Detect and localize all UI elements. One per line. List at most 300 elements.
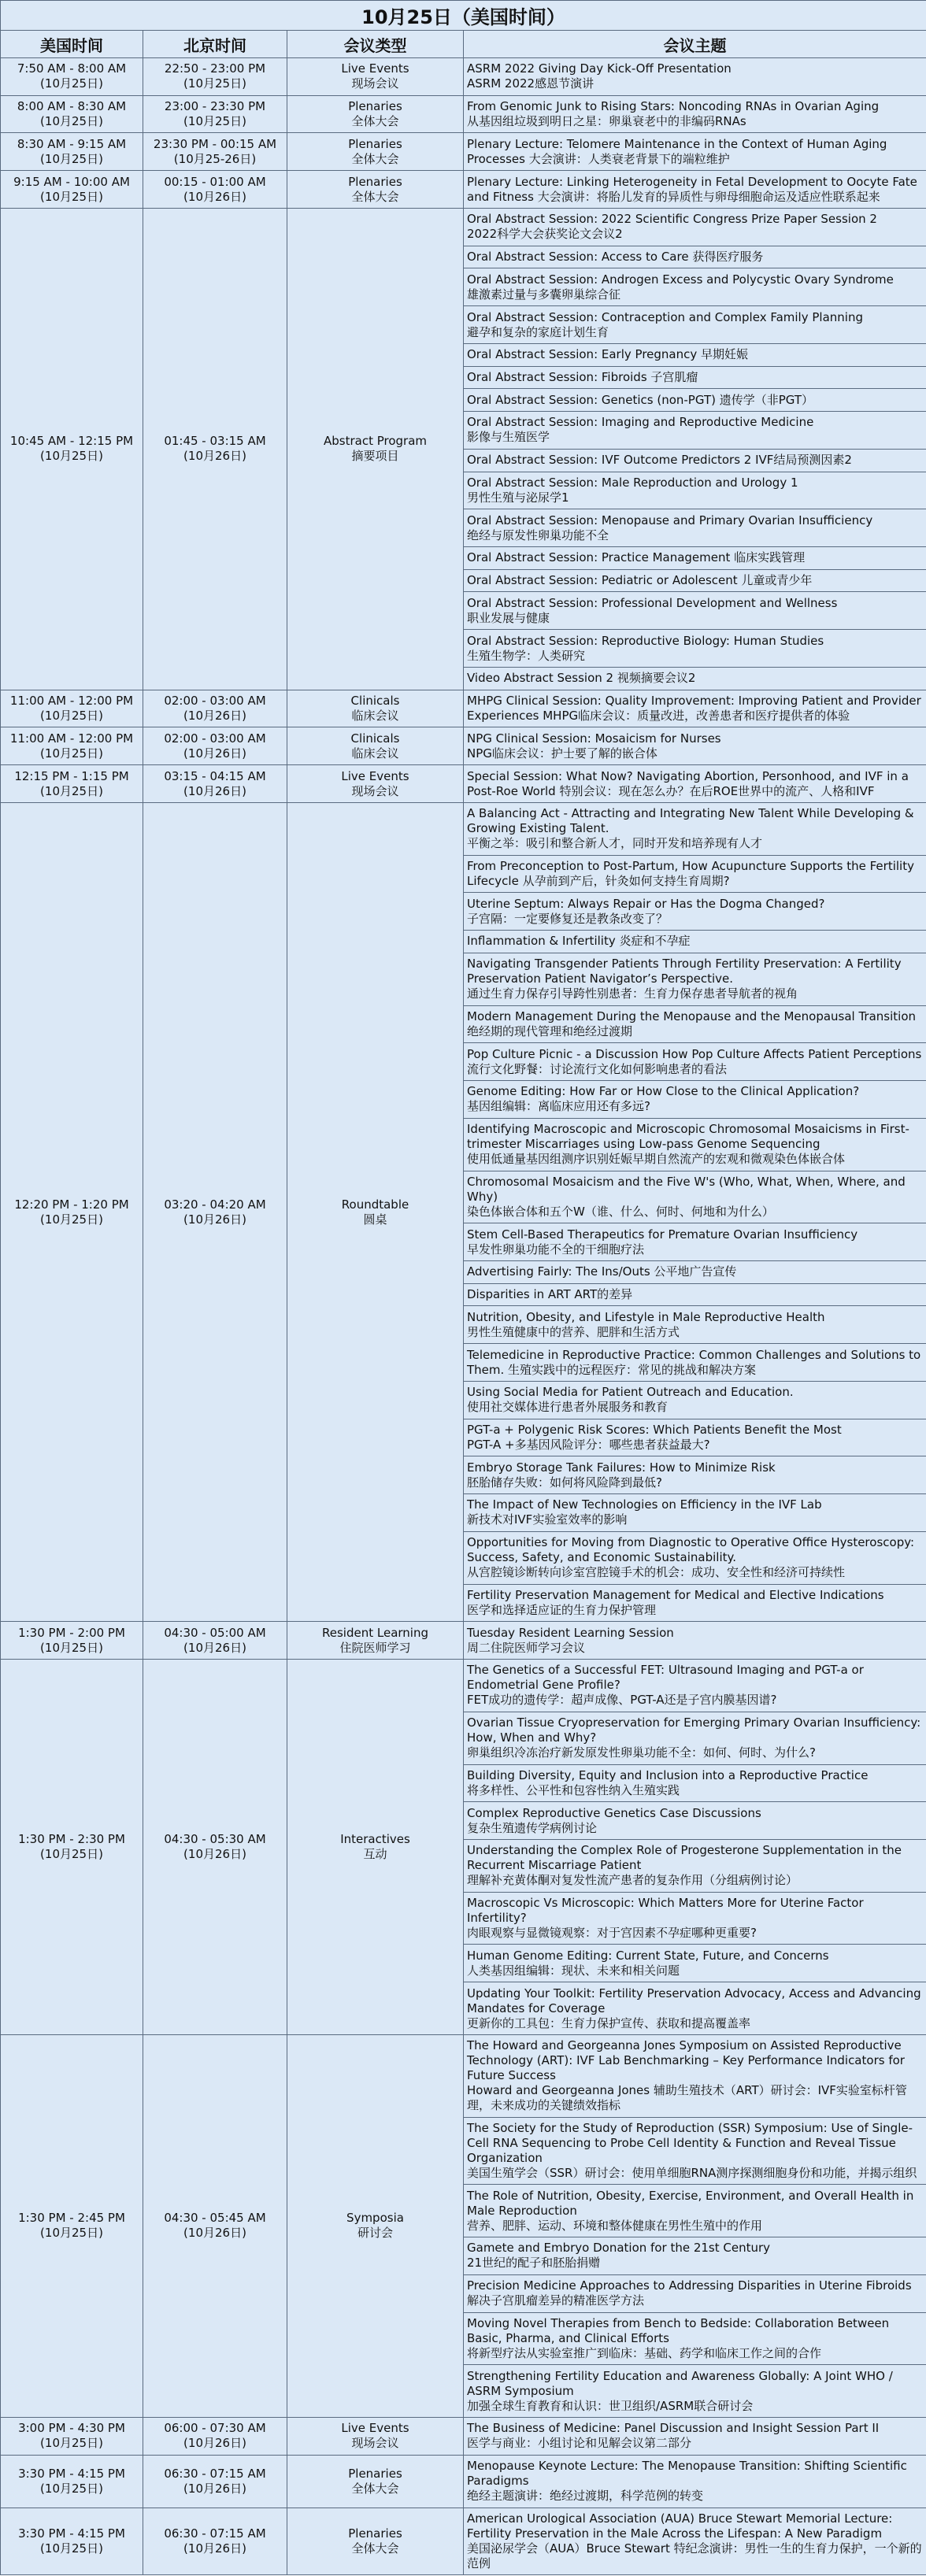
- schedule-row: [1, 2508, 926, 2575]
- session-topic-cell: [464, 1043, 926, 1081]
- us-time-line: (10月25日): [40, 746, 103, 761]
- session-topic-cell: [464, 343, 926, 366]
- topic-line: 影像与生殖医学: [467, 430, 550, 445]
- us-time-line: 8:00 AM - 8:30 AM: [17, 99, 127, 114]
- session-type-cell: [287, 95, 464, 133]
- topic-line: From Genomic Junk to Rising Stars: Noncoding RNAs in Ovarian Aging: [467, 99, 880, 114]
- topic-line: Oral Abstract Session: Male Reproduction and Urology 1: [467, 475, 798, 490]
- topic-line: 医学与商业：小组讨论和见解会议第二部分: [467, 2436, 692, 2451]
- us-time-line: (10月25日): [40, 189, 103, 204]
- beijing-time-line: (10月26日): [183, 1846, 246, 1861]
- us-time-line: (10月25日): [40, 1846, 103, 1861]
- topic-line: Nutrition, Obesity, and Lifestyle in Male Reproductive Health: [467, 1309, 825, 1324]
- topic-line: Special Session: What Now? Navigating Abortion, Personhood, and IVF in a Post-Roe World 特别会议：现在怎么办？在后ROE世界中的流产、人格和IVF: [467, 768, 909, 798]
- topic-line: The Business of Medicine: Panel Discussion and Insight Session Part II: [467, 2421, 880, 2436]
- session-topic-cell: [464, 1456, 926, 1494]
- topic-line: Howard and Georgeanna Jones 辅助生殖技术（ART）研讨会：IVF实验室标杆管理，未来成功的关键绩效指标: [467, 2083, 907, 2113]
- topic-line: Stem Cell-Based Therapeutics for Premature Ovarian Insufficiency: [467, 1227, 858, 1242]
- session-topic-cell: [464, 449, 926, 472]
- topic-line: 雄激素过量与多囊卵巢综合征: [467, 287, 621, 302]
- topic-line: 从宫腔镜诊断转向诊室宫腔镜手术的机会：成功、安全性和经济可持续性: [467, 1565, 846, 1580]
- session-topic-cell: [464, 412, 926, 450]
- topic-line: 人类基因组编辑：现状、未来和相关问题: [467, 1963, 680, 1978]
- session-topic-cell: [464, 1892, 926, 1945]
- beijing-time-line: 23:00 - 23:30 PM: [164, 99, 266, 114]
- schedule-row: [1, 727, 926, 765]
- topic-line: Oral Abstract Session: Reproductive Biology: Human Studies: [467, 633, 824, 648]
- beijing-time-cell: [143, 765, 287, 803]
- session-topic-cell: [464, 1381, 926, 1419]
- session-topic-cell: [464, 630, 926, 668]
- beijing-time-line: 02:00 - 03:00 AM: [164, 731, 266, 746]
- us-time-line: 9:15 AM - 10:00 AM: [13, 174, 130, 189]
- session-topic-cell: [464, 893, 926, 931]
- session-topic-cell: [464, 2034, 926, 2117]
- session-type-cell: [287, 133, 464, 171]
- session-topic-cell: [464, 547, 926, 570]
- session-topic-cell: [464, 690, 926, 727]
- us-time-line: 7:50 AM - 8:00 AM: [17, 61, 127, 76]
- topic-line: The Howard and Georgeanna Jones Symposium on Assisted Reproductive Technology (ART): IVF Lab Benchmarking – Key Performance Indicators for Future Success: [467, 2038, 905, 2083]
- session-topic-cell: [464, 1712, 926, 1764]
- session-topic-cell: [464, 1839, 926, 1892]
- beijing-time-line: 00:15 - 01:00 AM: [164, 174, 266, 189]
- schedule-row: [1, 1660, 926, 1712]
- session-type-line: 摘要项目: [351, 449, 399, 464]
- topic-line: 男性生殖与泌尿学1: [467, 490, 569, 505]
- beijing-time-cell: [143, 690, 287, 727]
- beijing-time-line: 04:30 - 05:30 AM: [164, 1831, 266, 1846]
- session-topic-cell: [464, 2508, 926, 2575]
- topic-line: Telemedicine in Reproductive Practice: Common Challenges and Solutions to Them. 生殖实践中的远程医疗：常见的挑战和解决方案: [467, 1347, 921, 1377]
- topic-line: The Genetics of a Successful FET: Ultrasound Imaging and PGT-a or Endometrial Gene Profile?: [467, 1663, 864, 1693]
- topic-line: Disparities in ART ART的差异: [467, 1287, 633, 1302]
- us-time-line: 11:00 AM - 12:00 PM: [9, 731, 134, 746]
- topic-line: 美国泌尿学会（AUA）Bruce Stewart 特纪念演讲：男性一生的生育力保护，一个新的范例: [467, 2541, 922, 2570]
- session-topic-cell: [464, 268, 926, 306]
- beijing-time-cell: [143, 2455, 287, 2508]
- us-time-line: 10:45 AM - 12:15 PM: [9, 434, 134, 449]
- topic-line: Human Genome Editing: Current State, Future, and Concerns: [467, 1948, 829, 1963]
- session-topic-cell: [464, 1982, 926, 2035]
- topic-line: Oral Abstract Session: Imaging and Reproductive Medicine: [467, 415, 814, 430]
- header-session-type: 会议类型: [287, 31, 464, 58]
- topic-line: 男性生殖健康中的营养、肥胖和生活方式: [467, 1324, 680, 1339]
- session-topic-cell: [464, 1494, 926, 1532]
- topic-line: 流行文化野餐：讨论流行文化如何影响患者的看法: [467, 1061, 728, 1076]
- beijing-time-cell: [143, 2034, 287, 2417]
- beijing-time-line: (10月26日): [183, 2481, 246, 2496]
- beijing-time-cell: [143, 133, 287, 171]
- topic-line: 21世纪的配子和胚胎捐赠: [467, 2256, 601, 2271]
- topic-line: 胚胎储存失败：如何将风险降到最低?: [467, 1475, 662, 1490]
- session-type-line: 全体大会: [351, 151, 399, 166]
- session-topic-cell: [464, 1283, 926, 1306]
- session-type-line: Clinicals: [350, 694, 400, 709]
- beijing-time-line: 03:15 - 04:15 AM: [164, 768, 266, 783]
- topic-line: Moving Novel Therapies from Bench to Bedside: Collaboration Between Basic, Pharma, and Clinical Efforts: [467, 2315, 890, 2345]
- beijing-time-line: (10月26日): [183, 783, 246, 798]
- beijing-time-line: (10月26日): [183, 189, 246, 204]
- topic-line: Oral Abstract Session: Access to Care 获得医疗服务: [467, 250, 764, 265]
- session-topic-cell: [464, 1660, 926, 1712]
- topic-line: Updating Your Toolkit: Fertility Preservation Advocacy, Access and Advancing Mandates for Coverage: [467, 1986, 921, 2015]
- session-topic-cell: [464, 509, 926, 547]
- session-topic-cell: [464, 592, 926, 630]
- session-type-line: Interactives: [340, 1831, 410, 1846]
- beijing-time-line: 22:50 - 23:00 PM: [164, 61, 266, 76]
- topic-line: NPG Clinical Session: Mosaicism for Nurses: [467, 731, 721, 746]
- session-topic-cell: [464, 727, 926, 765]
- session-type-cell: [287, 765, 464, 803]
- schedule-row: [1, 95, 926, 133]
- topic-line: Uterine Septum: Always Repair or Has the Dogma Changed?: [467, 896, 825, 911]
- topic-line: Navigating Transgender Patients Through Fertility Preservation: A Fertility Preservation Patient Navigator’s Perspective.: [467, 957, 902, 986]
- session-topic-cell: [464, 1260, 926, 1283]
- us-time-line: 3:00 PM - 4:30 PM: [18, 2421, 125, 2436]
- topic-line: 从基因组垃圾到明日之星：卵巢衰老中的非编码RNAs: [467, 114, 746, 129]
- beijing-time-line: (10月26日): [183, 2226, 246, 2241]
- session-topic-cell: [464, 1306, 926, 1344]
- topic-line: 早发性卵巢功能不全的干细胞疗法: [467, 1242, 645, 1257]
- topic-line: FET成功的遗传学：超声成像、PGT-A还是子宫内膜基因谱?: [467, 1693, 777, 1708]
- session-topic-cell: [464, 765, 926, 803]
- topic-line: 2022科学大会获奖论文会议2: [467, 227, 623, 242]
- schedule-row: [1, 1622, 926, 1660]
- topic-line: From Preconception to Post-Partum, How Acupuncture Supports the Fertility Lifecycle 从孕前到产后，针灸如何支持生育周期?: [467, 858, 914, 888]
- topic-line: PGT-a + Polygenic Risk Scores: Which Patients Benefit the Most: [467, 1423, 842, 1437]
- session-type-cell: [287, 727, 464, 765]
- topic-line: 肉眼观察与显微镜观察：对于宫因素不孕症哪种更重要?: [467, 1926, 757, 1941]
- title-row: [1, 1, 926, 31]
- topic-line: Identifying Macroscopic and Microscopic Chromosomal Mosaicisms in First-trimester Miscarriages using Low-pass Genome Sequencing: [467, 1122, 909, 1152]
- session-type-line: 临床会议: [351, 709, 399, 724]
- session-topic-cell: [464, 2418, 926, 2456]
- session-type-line: 研讨会: [357, 2226, 393, 2241]
- topic-line: Oral Abstract Session: Professional Development and Wellness: [467, 595, 838, 610]
- topic-line: 复杂生殖遗传学病例讨论: [467, 1820, 598, 1835]
- us-time-line: 1:30 PM - 2:00 PM: [18, 1625, 125, 1640]
- session-topic-cell: [464, 931, 926, 953]
- session-type-line: 互动: [363, 1846, 387, 1861]
- topic-line: Genome Editing: How Far or How Close to the Clinical Application?: [467, 1084, 860, 1099]
- header-us-time: 美国时间: [1, 31, 143, 58]
- schedule-row: [1, 802, 926, 855]
- session-type-line: Plenaries: [348, 174, 402, 189]
- session-topic-cell: [464, 1005, 926, 1043]
- topic-line: Ovarian Tissue Cryopreservation for Emerging Primary Ovarian Insufficiency: How, When and Why?: [467, 1715, 921, 1745]
- session-topic-cell: [464, 1223, 926, 1261]
- beijing-time-cell: [143, 171, 287, 209]
- session-topic-cell: [464, 306, 926, 344]
- us-time-cell: [1, 2034, 143, 2417]
- session-topic-cell: [464, 2455, 926, 2508]
- us-time-line: (10月25日): [40, 76, 103, 91]
- header-beijing-time: 北京时间: [143, 31, 287, 58]
- us-time-cell: [1, 1622, 143, 1660]
- topic-line: Plenary Lecture: Linking Heterogeneity in Fetal Development to Oocyte Fate and Fitness 大会演讲：将胎儿发育的异质性与卵母细胞命运及适应性联系起来: [467, 174, 917, 204]
- beijing-time-line: 01:45 - 03:15 AM: [164, 434, 266, 449]
- topic-line: The Society for the Study of Reproduction (SSR) Symposium: Use of Single-Cell RNA Sequencing to Probe Cell Identity & Function and Reveal Tissue Organization: [467, 2121, 913, 2166]
- topic-line: Inflammation & Infertility 炎症和不孕症: [467, 934, 691, 949]
- session-type-line: 全体大会: [351, 2541, 399, 2556]
- topic-line: 营养、肥胖、运动、环境和整体健康在男性生殖中的作用: [467, 2218, 763, 2233]
- beijing-time-cell: [143, 802, 287, 1621]
- beijing-time-line: (10月25-26日): [173, 151, 257, 166]
- topic-line: 生殖生物学：人类研究: [467, 648, 586, 663]
- topic-line: 绝经与原发性卵巢功能不全: [467, 527, 609, 542]
- us-time-cell: [1, 133, 143, 171]
- session-type-line: Live Events: [341, 61, 409, 76]
- us-time-cell: [1, 2455, 143, 2508]
- session-topic-cell: [464, 1584, 926, 1622]
- us-time-line: (10月25日): [40, 449, 103, 464]
- topic-line: PGT-A +多基因风险评分：哪些患者获益最大?: [467, 1438, 710, 1452]
- topic-line: Oral Abstract Session: Menopause and Primary Ovarian Insufficiency: [467, 513, 873, 527]
- us-time-line: 8:30 AM - 9:15 AM: [17, 136, 127, 151]
- header-row: [1, 31, 926, 58]
- session-topic-cell: [464, 1622, 926, 1660]
- topic-line: Chromosomal Mosaicism and the Five W's (Who, What, When, Where, and Why): [467, 1174, 906, 1204]
- session-topic-cell: [464, 2274, 926, 2312]
- us-time-cell: [1, 95, 143, 133]
- session-topic-cell: [464, 472, 926, 509]
- session-topic-cell: [464, 1118, 926, 1171]
- beijing-time-line: 06:30 - 07:15 AM: [164, 2466, 266, 2481]
- topic-line: Macroscopic Vs Microscopic: Which Matters More for Uterine Factor Infertility?: [467, 1896, 864, 1926]
- beijing-time-cell: [143, 2418, 287, 2456]
- page-title: 10月25日（美国时间）: [1, 1, 926, 31]
- session-type-cell: [287, 1660, 464, 2035]
- session-type-line: Plenaries: [348, 136, 402, 151]
- us-time-line: 3:30 PM - 4:15 PM: [18, 2526, 125, 2541]
- session-type-line: Live Events: [341, 2421, 409, 2436]
- schedule-row: [1, 2418, 926, 2456]
- schedule-row: [1, 133, 926, 171]
- session-type-cell: [287, 58, 464, 96]
- session-type-line: 现场会议: [351, 2436, 399, 2451]
- beijing-time-cell: [143, 95, 287, 133]
- us-time-cell: [1, 802, 143, 1621]
- topic-line: 理解补充黄体酮对复发性流产患者的复杂作用（分组病例讨论）: [467, 1873, 798, 1888]
- session-topic-cell: [464, 1802, 926, 1840]
- session-type-line: 临床会议: [351, 746, 399, 761]
- session-type-line: 全体大会: [351, 189, 399, 204]
- us-time-line: 1:30 PM - 2:45 PM: [18, 2211, 125, 2226]
- topic-line: 使用低通量基因组测序识别妊娠早期自然流产的宏观和微观染色体嵌合体: [467, 1152, 846, 1167]
- topic-line: Oral Abstract Session: 2022 Scientific Congress Prize Paper Session 2: [467, 212, 877, 227]
- topic-line: Embryo Storage Tank Failures: How to Minimize Risk: [467, 1460, 776, 1475]
- session-topic-cell: [464, 95, 926, 133]
- topic-line: The Impact of New Technologies on Efficiency in the IVF Lab: [467, 1497, 822, 1512]
- us-time-line: 3:30 PM - 4:15 PM: [18, 2466, 125, 2481]
- session-topic-cell: [464, 208, 926, 246]
- session-type-line: Live Events: [341, 768, 409, 783]
- beijing-time-line: (10月25日): [183, 114, 246, 129]
- session-type-line: Plenaries: [348, 99, 402, 114]
- topic-line: Fertility Preservation Management for Medical and Elective Indications: [467, 1587, 884, 1602]
- session-topic-cell: [464, 855, 926, 893]
- session-topic-cell: [464, 2237, 926, 2275]
- beijing-time-cell: [143, 2508, 287, 2575]
- schedule-row: [1, 765, 926, 803]
- topic-line: 职业发展与健康: [467, 610, 550, 625]
- topic-line: 将新型疗法从实验室推广到临床：基础、药学和临床工作之间的合作: [467, 2345, 822, 2360]
- us-time-line: (10月25日): [40, 2541, 103, 2556]
- session-topic-cell: [464, 171, 926, 209]
- topic-line: 通过生育力保存引导跨性别患者：生育力保存患者导航者的视角: [467, 986, 798, 1001]
- us-time-line: (10月25日): [40, 2436, 103, 2451]
- session-type-cell: [287, 2034, 464, 2417]
- topic-line: Oral Abstract Session: Contraception and Complex Family Planning: [467, 309, 863, 324]
- us-time-cell: [1, 2418, 143, 2456]
- us-time-cell: [1, 2508, 143, 2575]
- topic-line: 美国生殖学会（SSR）研讨会：使用单细胞RNA测序探测细胞身份和功能，并揭示组织: [467, 2166, 917, 2181]
- topic-line: A Balancing Act - Attracting and Integrating New Talent While Developing & Growing Existing Talent.: [467, 806, 914, 836]
- topic-line: 使用社交媒体进行患者外展服务和教育: [467, 1400, 669, 1415]
- session-type-line: Plenaries: [348, 2526, 402, 2541]
- beijing-time-line: (10月26日): [183, 746, 246, 761]
- topic-line: Oral Abstract Session: IVF Outcome Predictors 2 IVF结局预测因素2: [467, 453, 852, 468]
- topic-line: Oral Abstract Session: Fibroids 子宫肌瘤: [467, 369, 698, 384]
- beijing-time-line: (10月26日): [183, 2436, 246, 2451]
- session-type-line: Clinicals: [350, 731, 400, 746]
- topic-line: 医学和选择适应证的生育力保护管理: [467, 1602, 657, 1617]
- beijing-time-line: (10月26日): [183, 709, 246, 724]
- us-time-cell: [1, 171, 143, 209]
- session-type-line: 住院医师学习: [339, 1640, 411, 1655]
- beijing-time-line: 03:20 - 04:20 AM: [164, 1197, 266, 1212]
- beijing-time-line: 04:30 - 05:00 AM: [164, 1625, 266, 1640]
- session-type-line: 全体大会: [351, 114, 399, 129]
- beijing-time-line: (10月25日): [183, 76, 246, 91]
- beijing-time-cell: [143, 1622, 287, 1660]
- session-type-line: Abstract Program: [323, 434, 428, 449]
- topic-line: The Role of Nutrition, Obesity, Exercise, Environment, and Overall Health in Male Reproduction: [467, 2188, 914, 2218]
- session-type-cell: [287, 1622, 464, 1660]
- session-topic-cell: [464, 1171, 926, 1223]
- session-topic-cell: [464, 1945, 926, 1982]
- us-time-line: (10月25日): [40, 2481, 103, 2496]
- session-type-cell: [287, 2508, 464, 2575]
- us-time-cell: [1, 765, 143, 803]
- session-topic-cell: [464, 1419, 926, 1456]
- session-type-cell: [287, 2455, 464, 2508]
- topic-line: Gamete and Embryo Donation for the 21st Century: [467, 2241, 771, 2256]
- session-topic-cell: [464, 2185, 926, 2237]
- session-topic-cell: [464, 1531, 926, 1584]
- session-type-line: Resident Learning: [322, 1625, 428, 1640]
- us-time-cell: [1, 690, 143, 727]
- topic-line: American Urological Association (AUA) Bruce Stewart Memorial Lecture: Fertility Preservation in the Male Across the Lifespan: A New Paradigm: [467, 2511, 893, 2541]
- us-time-line: (10月25日): [40, 709, 103, 724]
- session-topic-cell: [464, 133, 926, 171]
- topic-line: Video Abstract Session 2 视频摘要会议2: [467, 671, 696, 686]
- topic-line: Understanding the Complex Role of Progesterone Supplementation in the Recurrent Miscarriage Patient: [467, 1843, 902, 1873]
- topic-line: 绝经期的现代管理和绝经过渡期: [467, 1023, 633, 1038]
- session-topic-cell: [464, 1764, 926, 1802]
- us-time-line: (10月25日): [40, 1212, 103, 1227]
- topic-line: Complex Reproductive Genetics Case Discussions: [467, 1805, 761, 1820]
- topic-line: MHPG Clinical Session: Quality Improvement: Improving Patient and Provider Experiences MHPG临床会议：质量改进，改善患者和医疗提供者的体验: [467, 694, 921, 724]
- schedule-row: [1, 171, 926, 209]
- topic-line: Menopause Keynote Lecture: The Menopause Transition: Shifting Scientific Paradigms: [467, 2459, 907, 2489]
- schedule-row: [1, 208, 926, 246]
- session-type-cell: [287, 171, 464, 209]
- topic-line: Oral Abstract Session: Early Pregnancy 早期妊娠: [467, 347, 749, 362]
- topic-line: 周二住院医师学习会议: [467, 1640, 586, 1655]
- schedule-row: [1, 2455, 926, 2508]
- session-topic-cell: [464, 389, 926, 412]
- beijing-time-line: 06:30 - 07:15 AM: [164, 2526, 266, 2541]
- us-time-cell: [1, 58, 143, 96]
- session-topic-cell: [464, 246, 926, 268]
- beijing-time-line: (10月26日): [183, 449, 246, 464]
- session-topic-cell: [464, 1344, 926, 1382]
- topic-line: Oral Abstract Session: Genetics (non-PGT) 遗传学（非PGT）: [467, 392, 814, 407]
- session-type-cell: [287, 802, 464, 1621]
- us-time-line: (10月25日): [40, 783, 103, 798]
- session-type-line: Roundtable: [341, 1197, 409, 1212]
- beijing-time-line: 02:00 - 03:00 AM: [164, 694, 266, 709]
- topic-line: Oral Abstract Session: Pediatric or Adolescent 儿童或青少年: [467, 573, 813, 588]
- beijing-time-cell: [143, 208, 287, 690]
- topic-line: 避孕和复杂的家庭计划生育: [467, 324, 609, 339]
- beijing-time-cell: [143, 1660, 287, 2035]
- us-time-line: (10月25日): [40, 114, 103, 129]
- schedule-row: [1, 2034, 926, 2117]
- session-topic-cell: [464, 2312, 926, 2365]
- topic-line: ASRM 2022 Giving Day Kick-Off Presentation: [467, 61, 732, 76]
- us-time-line: 11:00 AM - 12:00 PM: [9, 694, 134, 709]
- topic-line: 子宫隔：一定要修复还是教条改变了？: [467, 911, 669, 926]
- session-topic-cell: [464, 58, 926, 96]
- topic-line: Using Social Media for Patient Outreach and Education.: [467, 1385, 794, 1400]
- topic-line: 解决子宫肌瘤差异的精准医学方法: [467, 2293, 645, 2308]
- beijing-time-line: 04:30 - 05:45 AM: [164, 2211, 266, 2226]
- topic-line: 染色体嵌合体和五个W（谁、什么、何时、何地和为什么）: [467, 1204, 774, 1219]
- topic-line: Modern Management During the Menopause and the Menopausal Transition: [467, 1009, 917, 1023]
- session-topic-cell: [464, 366, 926, 389]
- beijing-time-line: (10月26日): [183, 1640, 246, 1655]
- topic-line: 将多样性、公平性和包容性纳入生殖实践: [467, 1782, 680, 1797]
- session-type-line: Plenaries: [348, 2466, 402, 2481]
- beijing-time-cell: [143, 58, 287, 96]
- beijing-time-cell: [143, 727, 287, 765]
- session-topic-cell: [464, 953, 926, 1005]
- session-type-line: 圆桌: [363, 1212, 387, 1227]
- schedule-row: [1, 690, 926, 727]
- topic-line: 绝经主题演讲：绝经过渡期，科学范例的转变: [467, 2489, 704, 2504]
- us-time-line: 1:30 PM - 2:30 PM: [18, 1831, 125, 1846]
- topic-line: 基因组编辑：离临床应用还有多远?: [467, 1099, 650, 1114]
- beijing-time-line: (10月26日): [183, 2541, 246, 2556]
- session-topic-cell: [464, 2365, 926, 2418]
- topic-line: ASRM 2022感恩节演讲: [467, 76, 594, 91]
- topic-line: Oral Abstract Session: Practice Management 临床实践管理: [467, 550, 806, 565]
- beijing-time-line: 06:00 - 07:30 AM: [164, 2421, 266, 2436]
- session-type-line: 现场会议: [351, 783, 399, 798]
- session-type-cell: [287, 2418, 464, 2456]
- session-topic-cell: [464, 2117, 926, 2185]
- us-time-line: (10月25日): [40, 1640, 103, 1655]
- session-type-line: 现场会议: [351, 76, 399, 91]
- session-topic-cell: [464, 1081, 926, 1119]
- session-type-line: Symposia: [346, 2211, 404, 2226]
- us-time-line: 12:20 PM - 1:20 PM: [14, 1197, 129, 1212]
- topic-line: Building Diversity, Equity and Inclusion into a Reproductive Practice: [467, 1767, 869, 1782]
- topic-line: Strengthening Fertility Education and Awareness Globally: A Joint WHO / ASRM Symposium: [467, 2368, 893, 2398]
